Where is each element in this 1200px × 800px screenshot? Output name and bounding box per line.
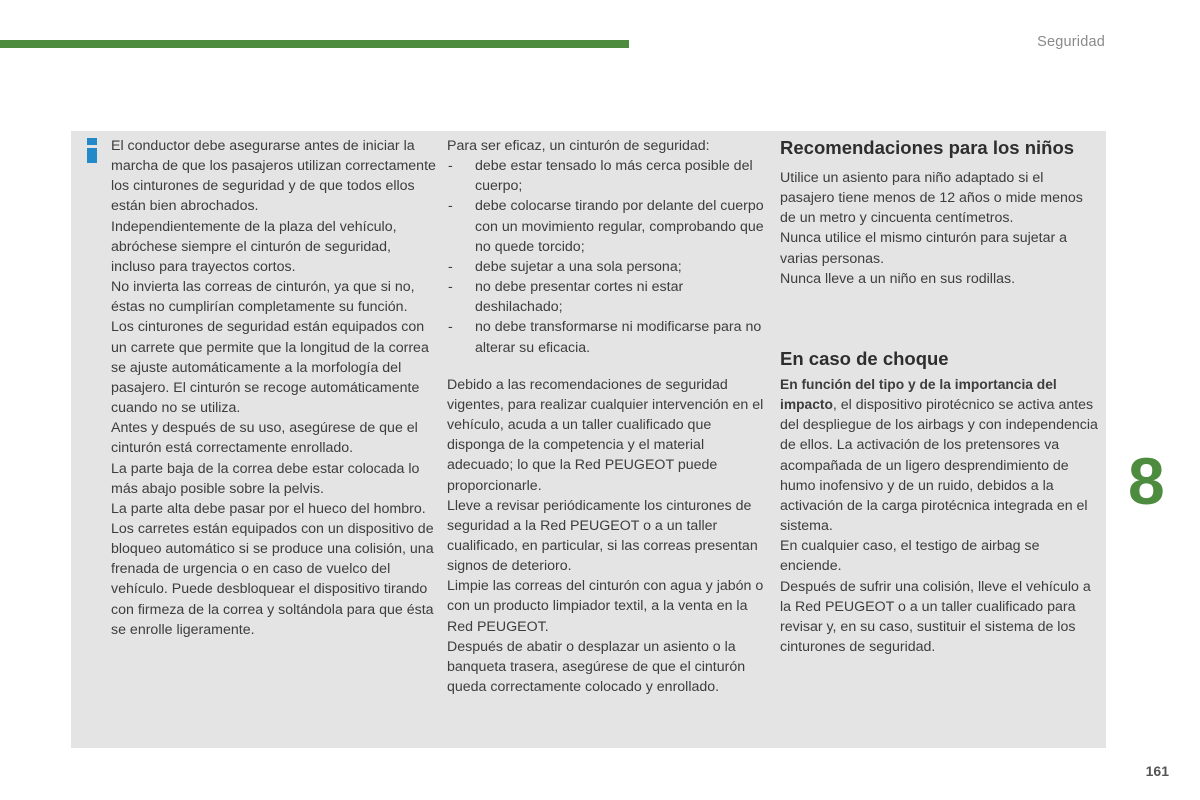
paragraph: Utilice un asiento para niño adaptado si el pasajero tiene menos de 12 años o mide menos de un metro y cincuenta centímetros. [780,170,1083,227]
requirements-list [447,156,767,358]
dash-marker: - [448,258,453,275]
paragraph: La parte alta debe pasar por el hueco del hombro. [111,500,426,517]
paragraph: No invierta las correas de cinturón, ya que si no, éstas no cumplirían completamente su función. [111,279,415,316]
list-item-text: debe colocarse tirando por delante del cuerpo con un movimiento regular, comprobando que no quede torcido; [475,198,764,255]
paragraph: Después de sufrir una colisión, lleve el vehículo a la Red PEUGEOT o a un taller cualificado para revisar y, en su caso, sustituir el sistema de los cinturones de seguridad. [780,578,1091,655]
list-item-text: no debe transformarse ni modificarse para no alterar su eficacia. [475,319,762,356]
list-item-text: debe sujetar a una sola persona; [475,258,682,275]
paragraph: Antes y después de su uso, asegúrese de que el cinturón está correctamente enrollado. [111,420,418,457]
list-item [447,156,767,196]
paragraph: En cualquier caso, el testigo de airbag se enciende. [780,538,1040,575]
paragraph: Independientemente de la plaza del vehículo, abróchese siempre el cinturón de seguridad, incluso para trayectos cortos. [111,218,397,275]
info-icon [86,138,98,164]
section-title: Seguridad [1037,34,1105,50]
column-belt-requirements [447,136,767,697]
paragraph: Después de abatir o desplazar un asiento o la banqueta trasera, asegúrese de que el cinturón queda correctamente colocado y enrollado. [447,638,746,696]
paragraph: Los cinturones de seguridad están equipados con un carrete que permite que la longitud de la correa se ajuste automáticamente a la morfología del pasajero. El cinturón se recoge automáticamente cuando no se utiliza. [111,319,429,417]
list-item [447,317,767,357]
paragraph: Limpie las correas del cinturón con agua y jabón o con un producto limpiador textil, a la venta en la Red PEUGEOT. [447,578,764,635]
paragraph: Los carretes están equipados con un dispositivo de bloqueo automático si se produce una colisión, una frenada de urgencia o en caso de vuelco del vehículo. Puede desbloquear el dispositivo tirando con firmeza de la correa y soltándola para que ésta se enrolle ligeramente. [111,520,434,638]
dash-marker: - [448,198,453,215]
paragraph: El conductor debe asegurarse antes de iniciar la marcha de que los pasajeros utilizan correctamente los cinturones de seguridad y de que todos ellos están bien abrochados. [111,138,436,215]
list-item [447,196,767,256]
paragraph: Lleve a revisar periódicamente los cinturones de seguridad a la Red PEUGEOT o a un taller cualificado, en particular, si las correas presentan signos de deterioro. [447,497,758,575]
paragraph: La parte baja de la correa debe estar colocada lo más abajo posible sobre la pelvis. [111,460,420,497]
paragraph: Debido a las recomendaciones de seguridad vigentes, para realizar cualquier intervención en el vehículo, acuda a un taller cualificado que disponga de la competencia y el material adecuado; lo que la Red PEUGEOT puede proporcionarle. [447,376,764,494]
list-item-text: debe estar tensado lo más cerca posible del cuerpo; [475,158,753,195]
page-number: 161 [1145,763,1169,779]
paragraph [780,375,1100,536]
bold-lead: En función del tipo y de la importancia del impacto [780,376,1057,413]
paragraph: Nunca utilice el mismo cinturón para sujetar a varias personas. [780,230,1068,267]
list-item-text: no debe presentar cortes ni estar deshilachado; [475,279,684,316]
heading-children: Recomendaciones para los niños [780,137,1075,158]
lead-rest: , el dispositivo pirotécnico se activa antes del despliegue de los airbags y con independencia de ellos. La activación de los pretensores va acompañada de un ligero desprendimiento de humo inofensivo y de un ruido, debidos a la activación de la carga pirotécnica integrada en el sistema. [780,397,1098,535]
dash-marker: - [448,319,453,336]
dash-marker: - [448,158,453,175]
header-accent-bar [0,40,629,48]
column-children-and-crash [780,137,1100,657]
chapter-number: 8 [1128,444,1165,518]
dash-marker: - [448,279,453,296]
paragraph: Nunca lleve a un niño en sus rodillas. [780,270,1016,287]
list-intro: Para ser eficaz, un cinturón de seguridad: [447,138,710,154]
list-item [447,257,767,277]
heading-crash: En caso de choque [780,347,949,369]
list-item [447,277,767,317]
column-info-note [111,136,436,640]
